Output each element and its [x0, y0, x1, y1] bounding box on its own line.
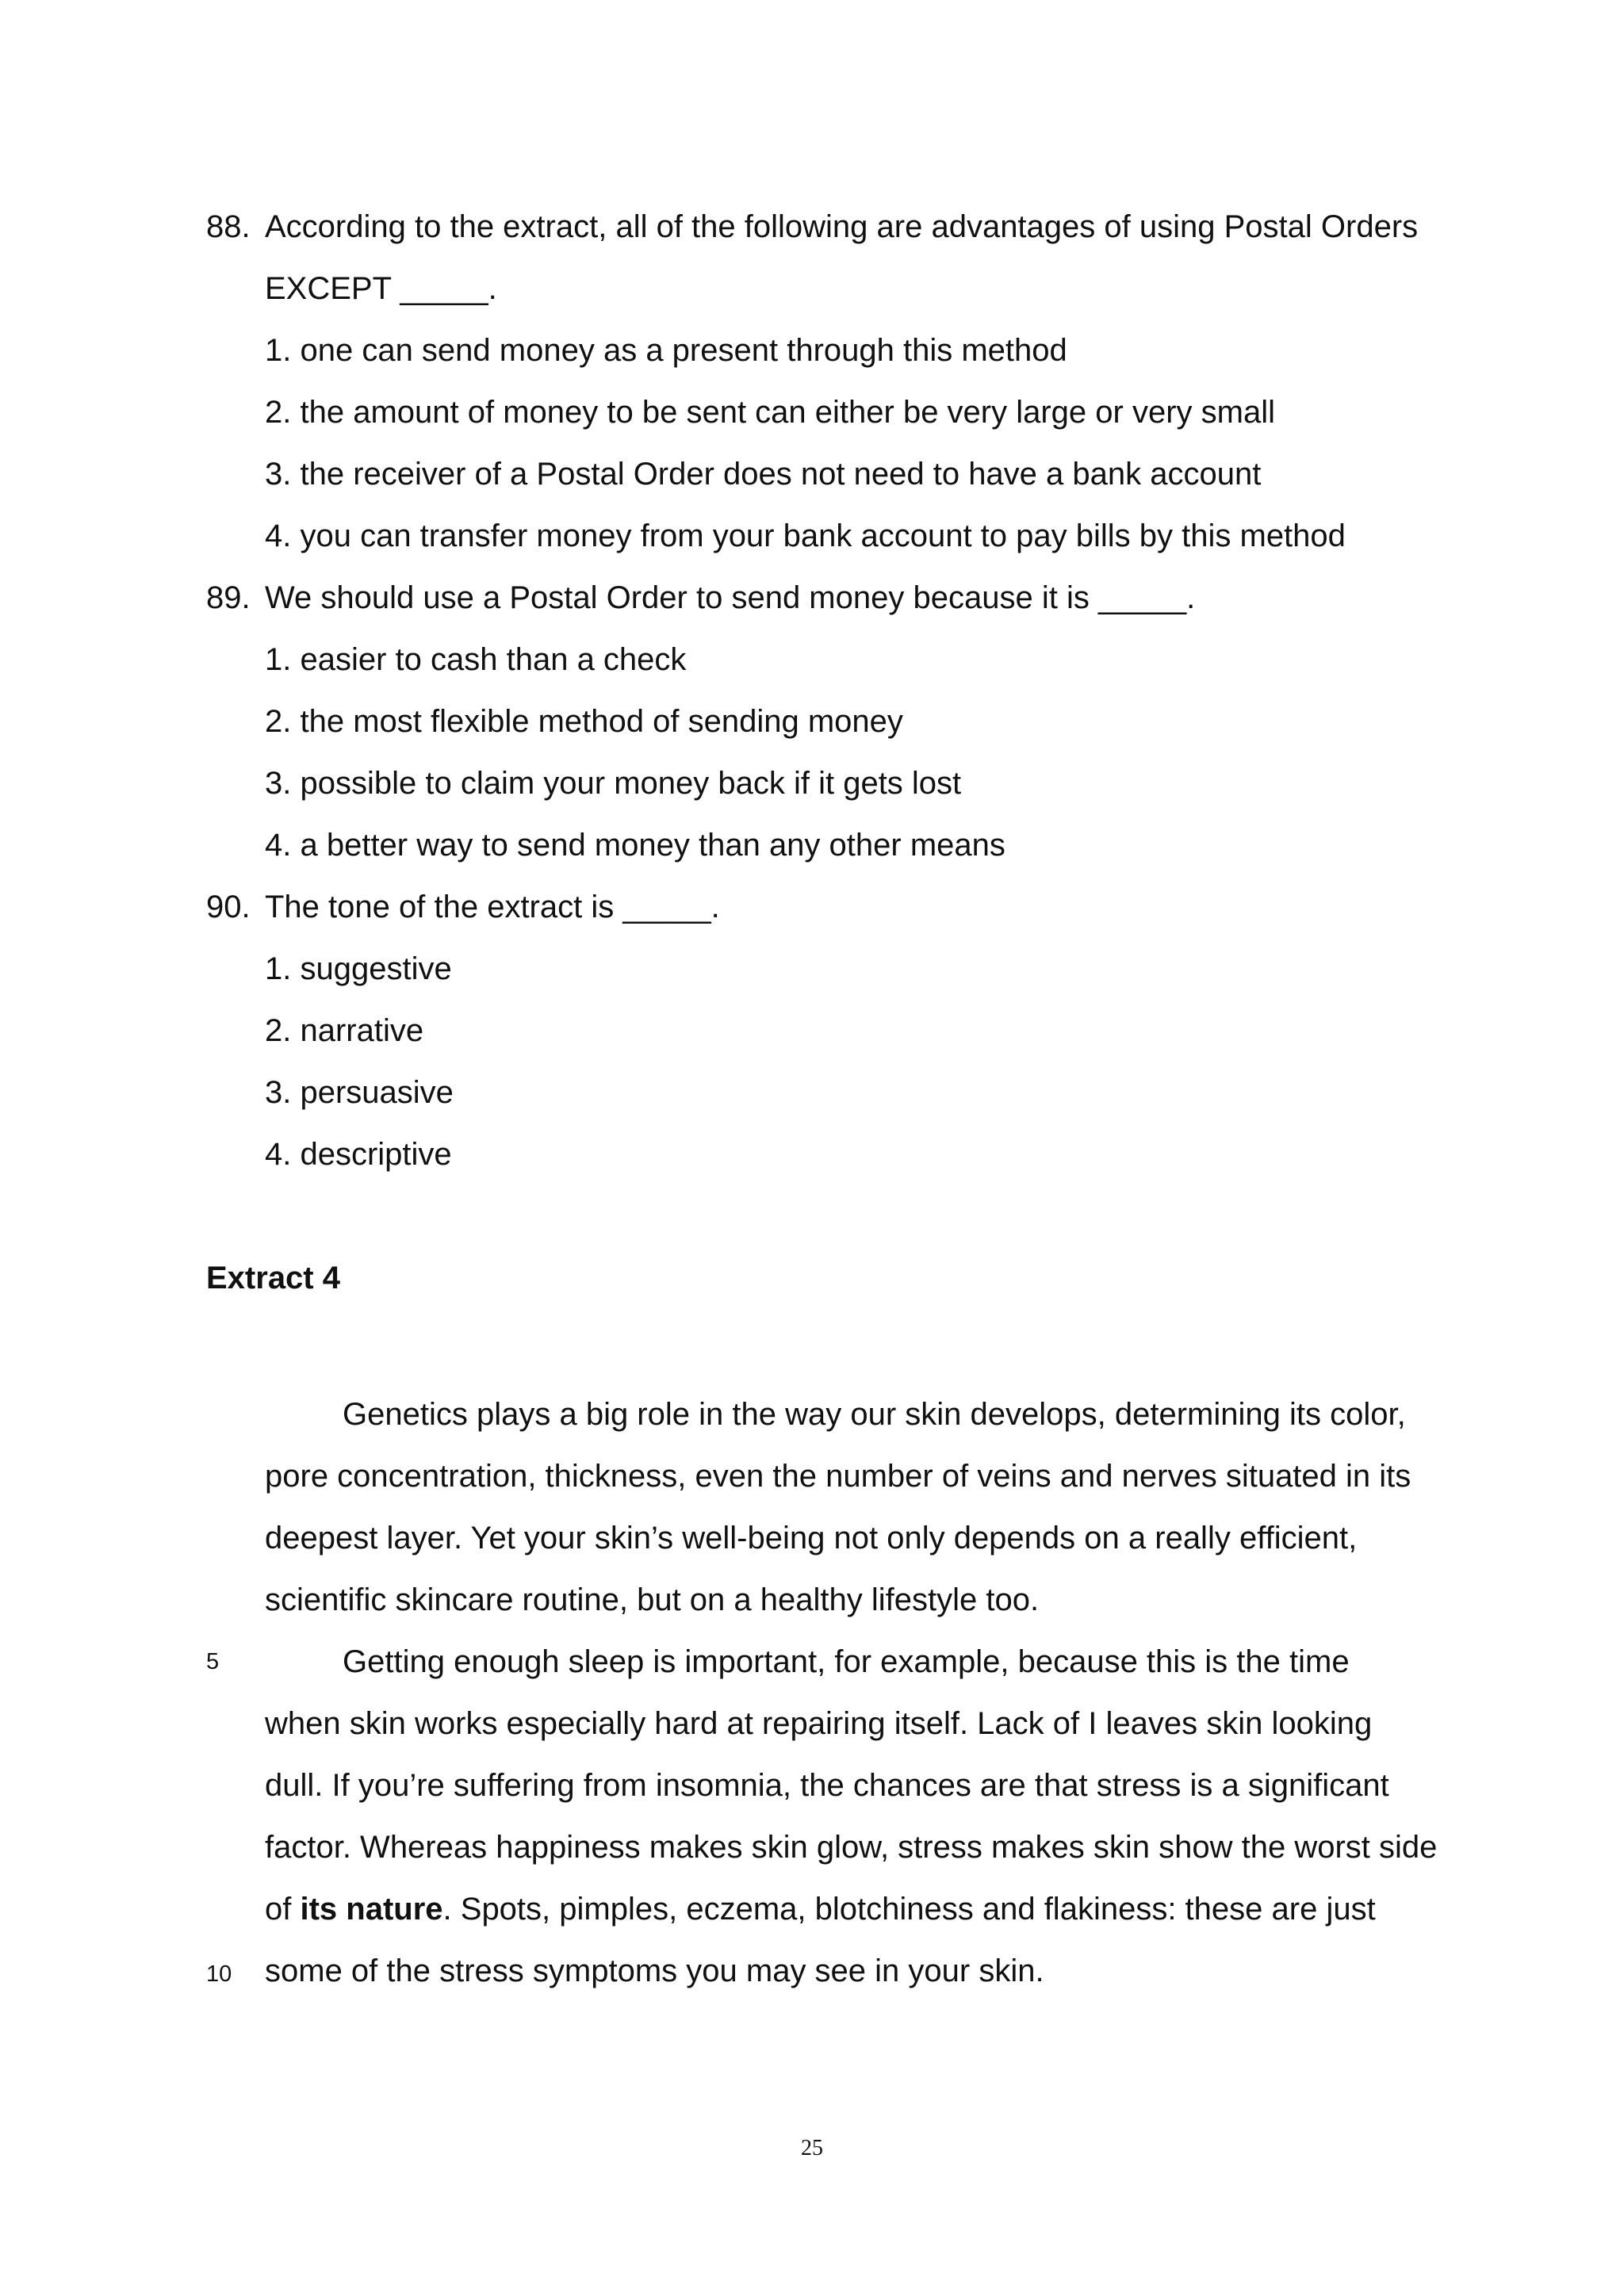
question-90-stem: The tone of the extract is _____.: [265, 890, 720, 924]
extract-line-1: Genetics plays a big role in the way our skin develops, determining its color,: [343, 1397, 1406, 1432]
question-89-number: 89.: [206, 580, 251, 615]
question-88-stem: According to the extract, all of the following are advantages of using Postal Orders: [265, 209, 1419, 244]
question-89-option-4: 4. a better way to send money than any other means: [265, 828, 1005, 863]
question-90-option-1: 1. suggestive: [265, 951, 452, 986]
question-88-option-2: 2. the amount of money to be sent can either be very large or very small: [265, 395, 1275, 430]
question-90-option-2: 2. narrative: [265, 1013, 424, 1048]
question-89-option-2: 2. the most flexible method of sending money: [265, 704, 903, 739]
extract-line-9-start: of: [265, 1892, 301, 1927]
question-90-option-4: 4. descriptive: [265, 1137, 452, 1172]
extract-line-9-end: . Spots, pimples, eczema, blotchiness and flakiness: these are just: [442, 1892, 1376, 1927]
extract-line-8: factor. Whereas happiness makes skin glow, stress makes skin show the worst side: [265, 1830, 1438, 1865]
question-90-number: 90.: [206, 890, 251, 924]
extract-line-3: deepest layer. Yet your skin’s well-being not only depends on a really efficient,: [265, 1521, 1358, 1556]
extract-line-6: when skin works especially hard at repairing itself. Lack of I leaves skin looking: [265, 1706, 1373, 1741]
question-90-option-3: 3. persuasive: [265, 1075, 454, 1110]
extract-line-5: Getting enough sleep is important, for example, because this is the time: [343, 1644, 1350, 1679]
question-88-stem-cont: EXCEPT _____.: [265, 271, 497, 306]
question-89-stem: We should use a Postal Order to send money because it is _____.: [265, 580, 1196, 615]
extract-line-2: pore concentration, thickness, even the number of veins and nerves situated in its: [265, 1459, 1411, 1494]
bold-phrase-its-nature: its nature: [300, 1892, 443, 1927]
page-number: 25: [801, 2136, 823, 2160]
question-88-number: 88.: [206, 209, 251, 244]
extract-heading: Extract 4: [206, 1261, 340, 1295]
extract-line-9: [265, 1890, 1376, 1928]
question-89-option-3: 3. possible to claim your money back if it gets lost: [265, 766, 962, 801]
question-88-option-3: 3. the receiver of a Postal Order does not need to have a bank account: [265, 457, 1262, 492]
extract-line-4: scientific skincare routine, but on a healthy lifestyle too.: [265, 1582, 1040, 1617]
line-number-10: 10: [206, 1961, 232, 1987]
extract-line-7: dull. If you’re suffering from insomnia, the chances are that stress is a significant: [265, 1768, 1389, 1803]
question-89-option-1: 1. easier to cash than a check: [265, 642, 687, 677]
question-88-option-4: 4. you can transfer money from your bank account to pay bills by this method: [265, 519, 1346, 553]
line-number-5: 5: [206, 1649, 220, 1674]
extract-line-10: some of the stress symptoms you may see in your skin.: [265, 1954, 1044, 1988]
question-88-option-1: 1. one can send money as a present through this method: [265, 333, 1067, 368]
